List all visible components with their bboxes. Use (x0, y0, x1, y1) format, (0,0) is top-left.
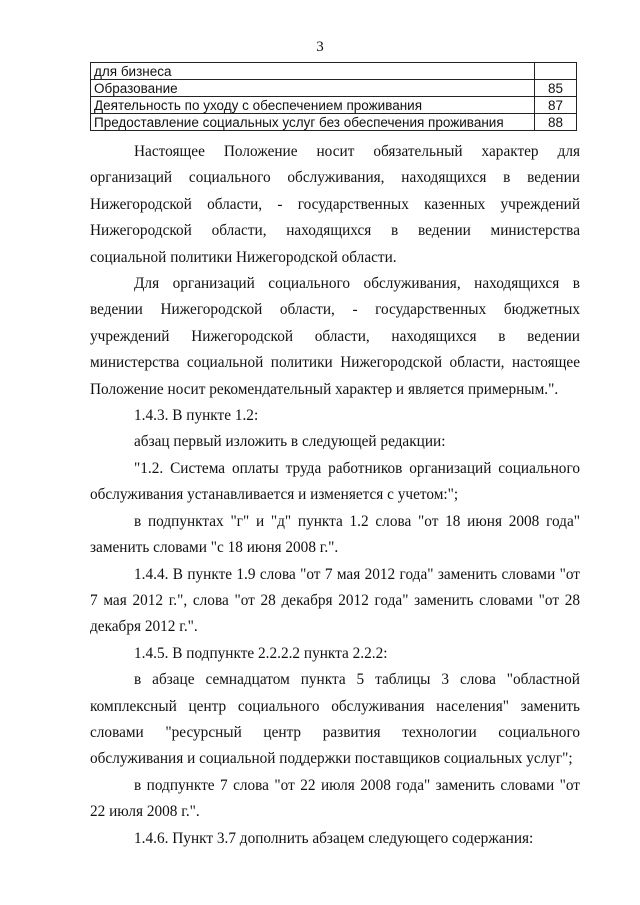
table-cell-name: для бизнеса (91, 63, 535, 80)
paragraph: в подпункте 7 слова "от 22 июля 2008 года" заменить словами "от 22 июля 2008 г.". (90, 776, 580, 821)
paragraph: в абзаце семнадцатом пункта 5 таблицы 3 слова "областной комплексный центр социального обслуживания населения" заменить словами "ресурсный центр развития технологии социального обслуживания и социальной поддержки поставщиков социальных услуг"; (90, 671, 580, 768)
table-cell-name: Деятельность по уходу с обеспечением проживания (91, 97, 535, 114)
paragraph: 1.4.3. В пункте 1.2: (134, 407, 259, 425)
paragraph: 1.4.5. В подпункте 2.2.2.2 пункта 2.2.2: (134, 644, 388, 662)
paragraph: Для организаций социального обслуживания, находящихся в ведении Нижегородской области, - государственных бюджетных учреждений Нижегородской области, находящихся в ведении министерства социальной политики Нижегородской области, настоящее Положение носит рекомендательный характер и является примерным.". (90, 275, 580, 398)
table-row (91, 114, 577, 131)
table-cell-code (535, 63, 577, 80)
activity-table (90, 62, 577, 131)
paragraph: 1.4.4. В пункте 1.9 слова "от 7 мая 2012 года" заменить словами "от 7 мая 2012 г.", слова "от 28 декабря 2012 года" заменить словами "от 28 декабря 2012 г.". (90, 565, 580, 636)
paragraph: 1.4.6. Пункт 3.7 дополнить абзацем следующего содержания: (134, 829, 534, 847)
paragraph: в подпунктах "г" и "д" пункта 1.2 слова "от 18 июня 2008 года" заменить словами "с 18 июня 2008 г.". (90, 512, 580, 557)
table-row (91, 97, 577, 114)
table-row (91, 80, 577, 97)
table-cell-code: 87 (535, 97, 577, 114)
table-cell-name: Предоставление социальных услуг без обеспечения проживания (91, 114, 535, 131)
table-cell-name: Образование (91, 80, 535, 97)
document-body (90, 139, 580, 852)
paragraph: "1.2. Система оплаты труда работников организаций социального обслуживания устанавливается и изменяется с учетом:"; (90, 459, 580, 504)
table-cell-code: 88 (535, 114, 577, 131)
table-row (91, 63, 577, 80)
page-number: 3 (316, 39, 324, 55)
paragraph: Настоящее Положение носит обязательный характер для организаций социального обслуживания, находящихся в ведении Нижегородской области, - государственных казенных учреждений Нижегородской области, находящихся в ведении министерства социальной политики Нижегородской области. (90, 143, 580, 266)
paragraph: абзац первый изложить в следующей редакции: (134, 433, 446, 451)
table-cell-code: 85 (535, 80, 577, 97)
